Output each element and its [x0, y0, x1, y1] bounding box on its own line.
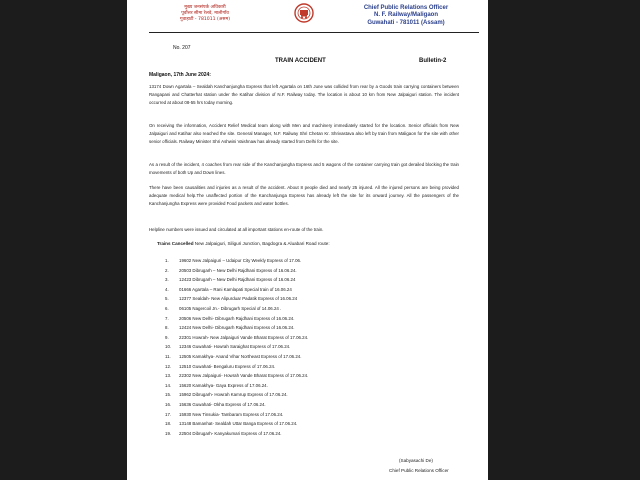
list-item-number: 3. — [165, 277, 169, 283]
list-item-text: 19602 New Jalpaiguri – Udaipur City Weekly Express of 17.06. — [179, 258, 302, 263]
header-divider — [149, 32, 479, 33]
header-hindi — [160, 5, 250, 24]
list-item-number: 15. — [165, 392, 172, 398]
list-item-text: 12377 Sealdah- New Alipurduar Padatik Express of 16.06.24 — [179, 296, 298, 302]
list-item-text: 12346 Guwahati- Howrah Saraighat Express of 17.06.24. — [179, 344, 291, 350]
list-item-text: 15636 Guwahati- Okha Express of 17.06.24. — [179, 401, 266, 407]
trains-cancelled-route: New Jalpaiguri, Siliguri Junction, Bagdogra & Aluabari Road route: — [193, 241, 330, 246]
paragraph-helpline: Helpline numbers were issued and circulated at all important stations en-route of the train. — [149, 227, 324, 232]
paragraph-casualties: There have been causalities and injuries as a result of the accident. About 8 people died and nearly 25 injured. All the injured persons are being provided adequate medical help.The unaffected portion of the Kanchanjunga Express has already left the site for its onward journey. All the passengers of the Kanchanjungha Express were provided Food packets and water bottles. — [149, 185, 459, 206]
trains-cancelled-heading — [157, 241, 330, 246]
list-item — [165, 333, 308, 343]
reference-number: No. 207 — [173, 45, 191, 51]
signatory-name: (Sabyasachi De) — [399, 458, 433, 463]
paragraph-relief: On receiving the information, Accident Relief Medical team along with Men and machinery immediately started for the location. Senior officials from New Jalpaiguri and Katihar also reached the site. General Manager, N.F. Railway Shri Chetan Kr. Shrivastava also left by train from Maligaon for the site with other senior officials. Railway Minister Shri Ashwini Vaishnaw has already started from Delhi for the site. — [149, 123, 459, 144]
list-item-number: 9. — [165, 334, 169, 340]
list-item — [165, 390, 308, 400]
cancelled-train-list — [165, 256, 308, 438]
list-item-number: 2. — [165, 267, 169, 273]
list-item — [165, 266, 308, 276]
list-item-text: 22504 Dibrugarh- Kanyakumari Express of 17.06.24. — [179, 430, 282, 436]
list-item — [165, 323, 308, 333]
list-item-number: 18. — [165, 421, 172, 427]
list-item-text: 12510 Guwahati- Bengaluru Express of 17.06.24. — [179, 363, 276, 369]
list-item-text: 20503 Dibrugarh – New Delhi Rajdhani Express of 16.06.24. — [179, 267, 297, 273]
paragraph-incident: 13174 Down Agartala – Sealdah Kanchanjungha Express that left Agartala on 16th June was collided from rear by a Goods train carrying containers between Rangapani and Chatterhat station under the Katihar division of N.F. Railway today. The location is about 10 km from New Jalpaiguri station. The incident occurred at about 08-55 hrs today morning. — [149, 84, 459, 105]
list-item-number: 1. — [165, 258, 169, 263]
list-item — [165, 256, 308, 266]
paragraph-derailment: As a result of the incident, 4 coaches from rear side of the Kanchanjungha Express and 5 wagons of the container carrying train got derailed blocking the train movements of both Up and Down lines. — [149, 162, 459, 175]
list-item-number: 14. — [165, 382, 172, 388]
list-item-text: 12423 Dibrugarh – New Delhi Rajdhani Express of 16.06.24 — [179, 277, 296, 283]
list-item — [165, 381, 308, 391]
list-item-text: 13148 Bamanhat- Sealdah Uttar Banga Express of 17.06.24. — [179, 421, 298, 427]
header-english-line-2: N. F. Railway/Maligaon — [373, 12, 438, 19]
list-item-number: 11. — [165, 353, 171, 359]
indian-railways-logo-icon — [294, 2, 314, 24]
list-item — [165, 371, 308, 381]
list-item-text: 06105 Nagercoil Jn.- Dibrugarh Special of 14.06.24 . — [179, 305, 282, 311]
list-item — [165, 294, 308, 304]
list-item — [165, 285, 308, 295]
list-item-number: 4. — [165, 286, 169, 292]
list-item-text: 01666 Agartala – Rani Kamlapati Special train of 16.06.24 — [179, 286, 292, 292]
signatory-title: Chief Public Relations Officer — [389, 468, 449, 473]
header-english-line-1: Chief Public Relations Officer — [363, 5, 449, 11]
list-item-number: 17. — [165, 411, 172, 417]
header-hindi-line-1: मुख्य जनसंपर्क अधिकारी — [184, 5, 226, 10]
list-item-number: 7. — [165, 315, 169, 321]
list-item-text: 15962 Dibrugarh- Howrah Kamrup Express of 17.06.24. — [179, 392, 288, 398]
list-item — [165, 304, 308, 314]
list-item-text: 15620 Kamakhya- Gaya Express of 17.06.24. — [179, 382, 268, 388]
header-hindi-line-2: पूर्वोत्तर सीमा रेलवे, मालीगाँव — [181, 11, 229, 17]
list-item-text: 22301 Howrah- New Jalpaiguri Vande Bharat Express of 17.06.24. — [179, 334, 309, 340]
list-item — [165, 410, 308, 420]
list-item — [165, 352, 308, 362]
dateline: Maligaon, 17th June 2024: — [149, 72, 211, 78]
list-item-text: 20506 New Delhi- Dibrugarh Rajdhani Express of 16.06.24. — [179, 315, 295, 321]
list-item-number: 12. — [165, 363, 172, 369]
list-item — [165, 275, 308, 285]
list-item-number: 6. — [165, 305, 169, 311]
list-item — [165, 419, 308, 429]
list-item-number: 8. — [165, 325, 169, 331]
list-item-number: 10. — [165, 344, 172, 350]
list-item-text: 12505 Kamakhya- Anand Vihar Northeast Express of 17.06.24. — [179, 353, 302, 359]
list-item-text: 12424 New Delhi- Dibrugarh Rajdhani Express of 16.06.24. — [179, 325, 295, 331]
list-item-number: 16. — [165, 401, 172, 407]
header-hindi-line-3: गुवाहाटी - 781011 (असम) — [180, 17, 230, 23]
header-english — [341, 5, 471, 27]
list-item-text: 22302 New Jalpaiguri- Howrah Vande Bharat Express of 17.06.24. — [179, 373, 309, 379]
list-item — [165, 342, 308, 352]
press-release-page — [127, 0, 488, 480]
document-title: TRAIN ACCIDENT — [275, 58, 326, 64]
header-english-line-3: Guwahati - 781011 (Assam) — [367, 19, 445, 26]
list-item — [165, 429, 308, 439]
list-item-number: 13. — [165, 373, 172, 379]
list-item-number: 19. — [165, 430, 172, 436]
bulletin-number: Bulletin-2 — [419, 58, 447, 64]
trains-cancelled-label: Trains Cancelled — [157, 241, 194, 246]
list-item-text: 15930 New Tinsukia- Tambaram Express of 17.06.24. — [179, 411, 284, 417]
list-item — [165, 362, 308, 372]
list-item-number: 5. — [165, 296, 169, 302]
list-item — [165, 314, 308, 324]
list-item — [165, 400, 308, 410]
